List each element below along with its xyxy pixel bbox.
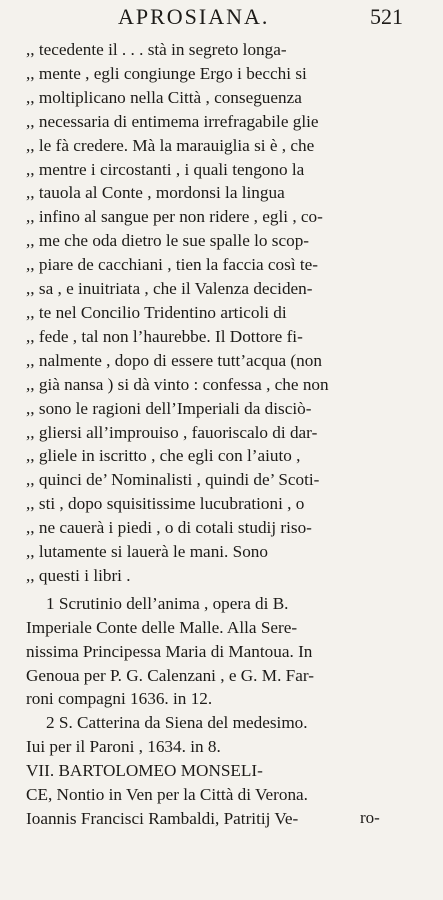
text-line: ,, sti , dopo squisitissime lucubrationi , o: [26, 494, 305, 514]
text-line: ,, piare de cacchiani , tien la faccia così te-: [26, 255, 319, 275]
text-line: ,, lutamente si lauerà le mani. Sono: [26, 542, 268, 562]
text-line: ,, nalmente , dopo di essere tutt’acqua (non: [26, 350, 322, 370]
text-line: ,, me che oda dietro le sue spalle lo scop-: [26, 231, 310, 251]
text-line: ,, mentre i circostanti , i quali tengono la: [26, 159, 305, 179]
text-line: ,, sono le ragioni dell’Imperiali da disciò-: [26, 398, 312, 418]
text-line: ,, moltiplicano nella Città , conseguenza: [26, 87, 302, 107]
text-line: ,, fede , tal non l’haurebbe. Il Dottore fi-: [26, 326, 303, 346]
text-line: ,, già nansa ) si dà vinto : confessa , che non: [26, 374, 329, 394]
page-number: 521: [370, 4, 403, 29]
section-heading-line: CE, Nontio in Ven per la Città di Verona.: [26, 785, 308, 805]
section-heading-line: Ioannis Francisci Rambaldi, Patritij Ve-: [26, 809, 299, 828]
catchword: ro-: [360, 808, 380, 827]
text-line: ,, tecedente il . . . stà in segreto longa-: [26, 40, 287, 59]
bibliography-entry-line: Iui per il Paroni , 1634. in 8.: [26, 737, 221, 757]
text-line: ,, ne cauerà i piedi , o di cotali studij riso-: [26, 518, 312, 538]
running-title: APROSIANA.: [118, 4, 270, 29]
text-line: ,, te nel Concilio Tridentino articoli di: [26, 302, 287, 322]
bibliography-entry-line: 1 Scrutinio dell’anima , opera di B.: [46, 593, 289, 613]
page-header: [0, 4, 443, 34]
text-line: ,, questi i libri .: [26, 565, 131, 585]
text-line: ,, quinci de’ Nominalisti , quindi de’ Scoti-: [26, 470, 320, 490]
text-line: ,, gliele in iscritto , che egli con l’aiuto ,: [26, 446, 301, 466]
bibliography-entry-line: nissima Principessa Maria di Mantoua. In: [26, 641, 313, 661]
bibliography-entry-line: Imperiale Conte delle Malle. Alla Sere-: [26, 617, 298, 637]
bibliography-entry-line: roni compagni 1636. in 12.: [26, 689, 213, 709]
text-line: ,, infino al sangue per non ridere , egli , co-: [26, 207, 323, 227]
text-line: ,, mente , egli congiunge Ergo i becchi si: [26, 63, 307, 83]
section-heading-line: VII. BARTOLOMEO MONSELI-: [26, 761, 263, 781]
text-line: ,, necessaria di entimema irrefragabile glie: [26, 111, 319, 131]
text-line: ,, sa , e inuitriata , che il Valenza deciden-: [26, 279, 313, 299]
text-line: ,, gliersi all’improuiso , fauoriscalo di dar-: [26, 422, 318, 442]
text-line: ,, le fà credere. Mà la marauiglia si è , che: [26, 135, 315, 155]
body-text: [26, 38, 416, 831]
text-line: ,, tauola al Conte , mordonsi la lingua: [26, 183, 285, 203]
bibliography-entry-line: 2 S. Catterina da Siena del medesimo.: [46, 713, 308, 733]
bibliography-entry-line: Genoua per P. G. Calenzani , e G. M. Far-: [26, 665, 314, 685]
